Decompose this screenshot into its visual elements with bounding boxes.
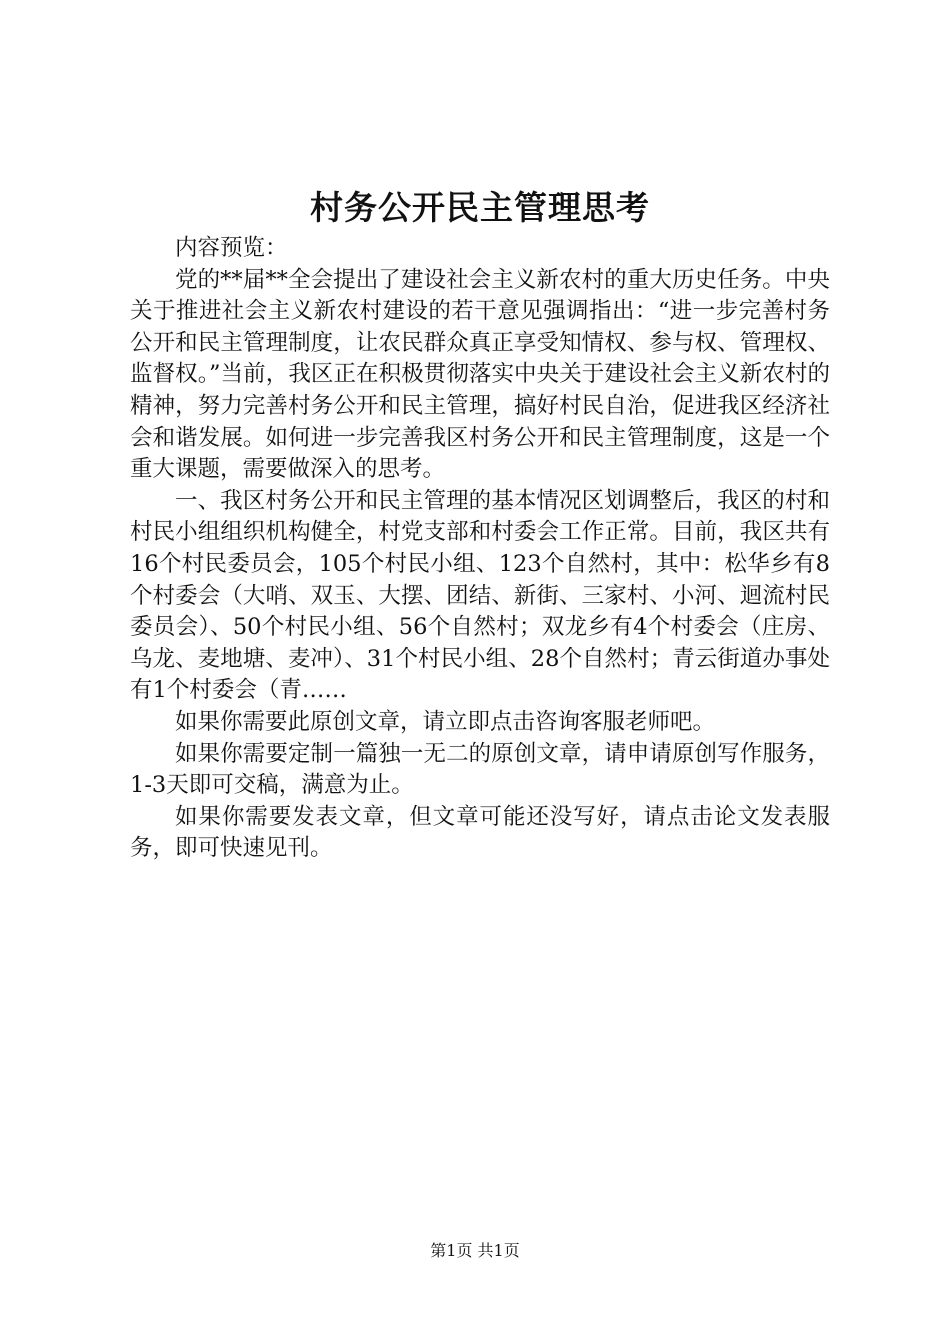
page-number: 第1页 — [430, 1241, 473, 1260]
consult-paragraph: 如果你需要此原创文章，请立即点击咨询客服老师吧。 — [175, 708, 716, 735]
situation-paragraph: 一、我区村务公开和民主管理的基本情况区划调整后，我区的村和村民小组组织机构健全，村党支部和村委会工作正常。目前，我区共有16个村民委员会，105个村民小组、123个自然村，其中：松华乡有8个村委会（大哨、双玉、大摆、团结、新街、三家村、小河、迴流村民委员会）、50个村民小组、56个自然村；双龙乡有4个村委会（庄房、乌龙、麦地塘、麦冲）、31个村民小组、28个自然村；青云街道办事处有1个村委会（青…… — [130, 487, 830, 704]
custom-writing-paragraph: 如果你需要定制一篇独一无二的原创文章，请申请原创写作服务，1-3天即可交稿，满意为止。 — [130, 740, 830, 799]
intro-paragraph: 党的**届**全会提出了建设社会主义新农村的重大历史任务。中央关于推进社会主义新农村建设的若干意见强调指出：“进一步完善村务公开和民主管理制度，让农民群众真正享受知情权、参与权、管理权、监督权。”当前，我区正在积极贯彻落实中央关于建设社会主义新农村的精神，努力完善村务公开和民主管理，搞好村民自治，促进我区经济社会和谐发展。如何进一步完善我区村务公开和民主管理制度，这是一个重大课题，需要做深入的思考。 — [130, 266, 830, 483]
preview-label: 内容预览： — [175, 235, 288, 261]
document-body — [130, 233, 830, 865]
document-title: 村务公开民主管理思考 — [310, 188, 650, 227]
page-total: 共1页 — [477, 1241, 520, 1260]
publish-paragraph: 如果你需要发表文章，但文章可能还没写好，请点击论文发表服务，即可快速见刊。 — [130, 803, 830, 862]
page-footer — [0, 1240, 950, 1262]
